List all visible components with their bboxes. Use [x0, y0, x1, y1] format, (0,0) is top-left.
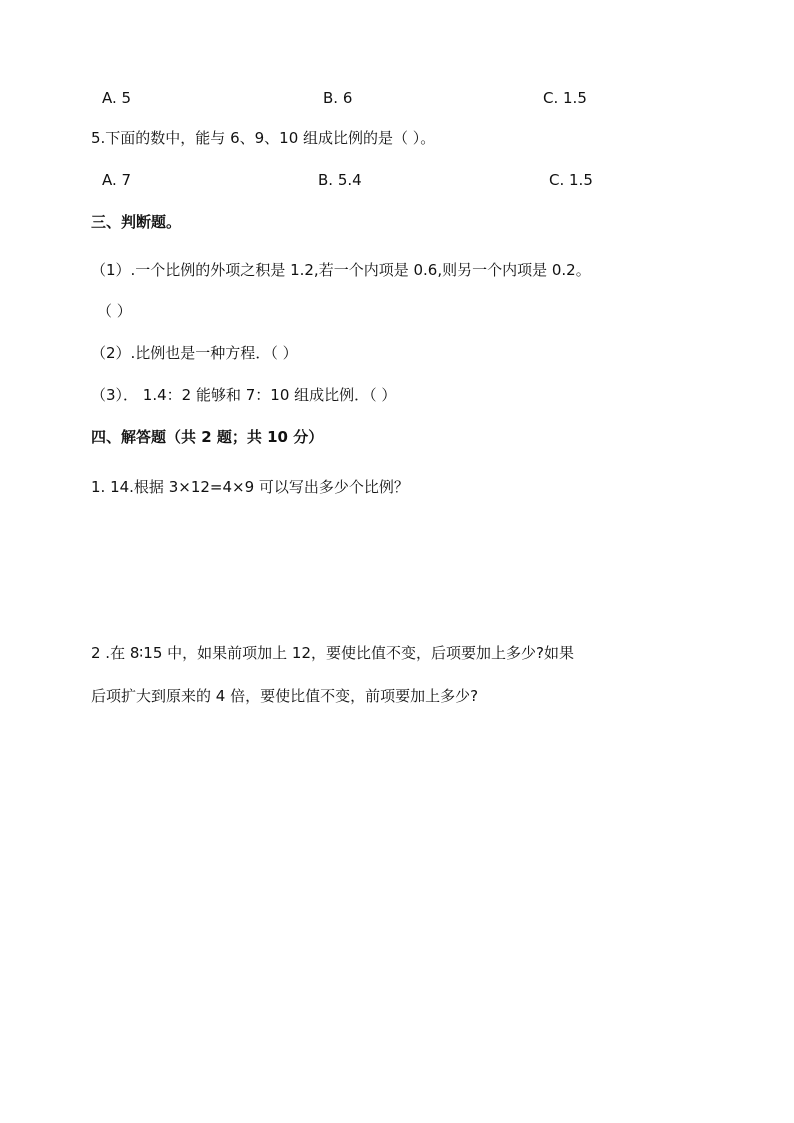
q4-option-c: C. 1.5	[543, 89, 587, 107]
section3-title: 三、判断题。	[91, 213, 182, 231]
tf-item-1: （1）.一个比例的外项之积是 1.2,若一个内项是 0.6,则另一个内项是 0.2。	[91, 261, 591, 279]
q5-option-c: C. 1.5	[549, 171, 593, 189]
section4-title: 四、解答题（共 2 题；共 10 分）	[91, 428, 324, 446]
answer-question-2-line2: 后项扩大到原来的 4 倍，要使比值不变，前项要加上多少?	[91, 687, 479, 705]
q4-option-b: B. 6	[323, 89, 353, 107]
q5-question: 5.下面的数中，能与 6、9、10 组成比例的是（ ）。	[91, 129, 436, 147]
q5-option-b: B. 5.4	[318, 171, 362, 189]
q4-option-a: A. 5	[102, 89, 132, 107]
tf-item-1-blank: （ ）	[97, 302, 132, 320]
tf-item-2: （2）.比例也是一种方程．（ ）	[91, 344, 298, 362]
answer-question-1: 1. 14.根据 3×12=4×9 可以写出多少个比例？	[91, 478, 409, 496]
answer-question-2-line1: 2 .在 8∶15 中，如果前项加上 12，要使比值不变，后项要加上多少?如果	[91, 644, 574, 662]
tf-item-3: （3）． 1.4：2 能够和 7：10 组成比例．（ ）	[91, 386, 397, 404]
q5-option-a: A. 7	[102, 171, 132, 189]
